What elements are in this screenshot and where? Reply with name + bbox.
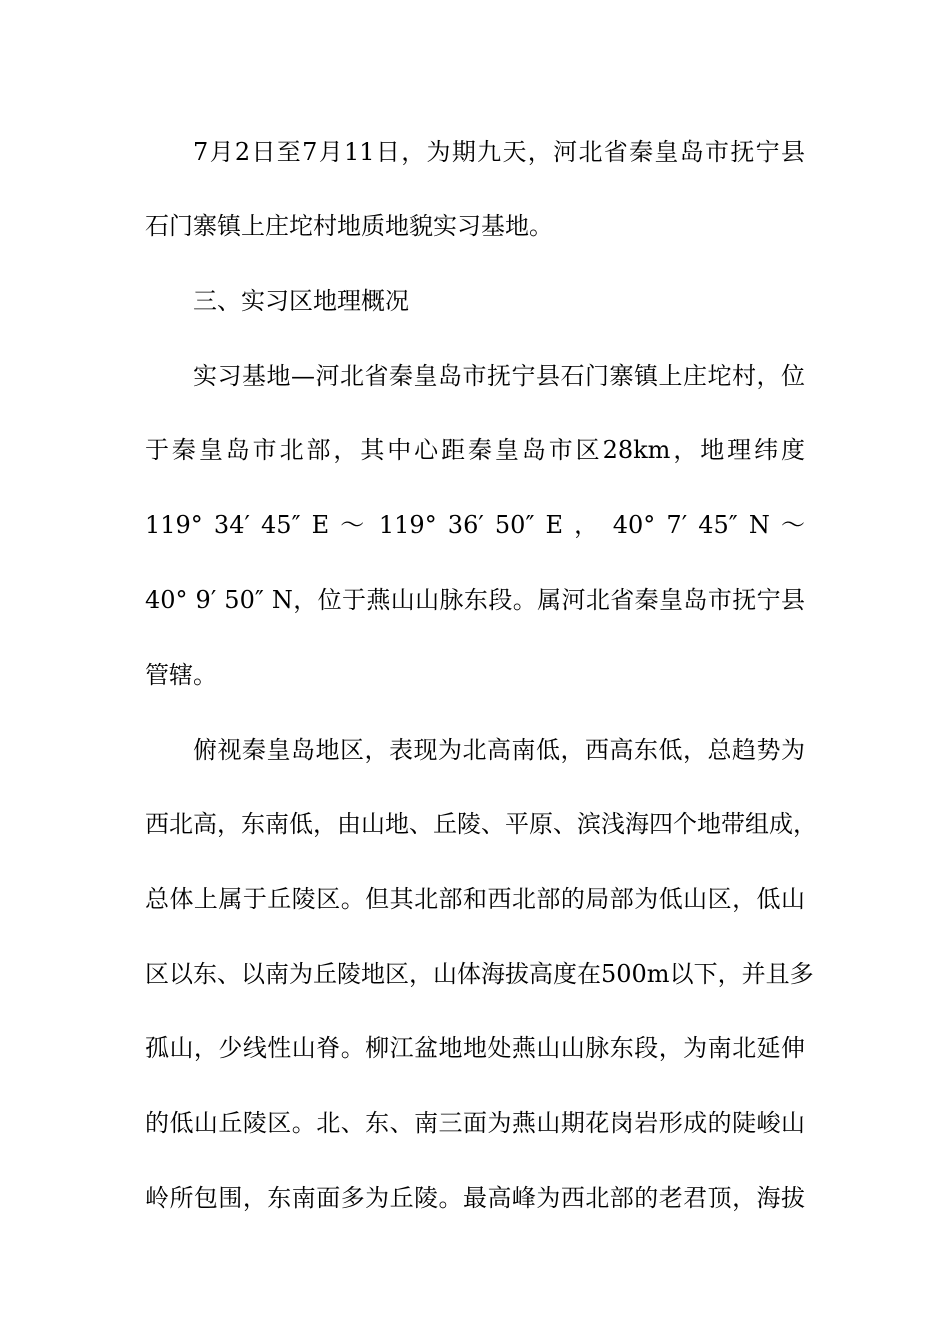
paragraph-3-line-5: 孤山，少线性山脊。柳江盆地地处燕山山脉东段，为南北延伸 [145,1034,805,1062]
paragraph-2-line-4: 40° 9′ 50″ N，位于燕山山脉东段。属河北省秦皇岛市抚宁县 [145,586,805,614]
paragraph-2-line-1: 实习基地—河北省秦皇岛市抚宁县石门寨镇上庄坨村，位 [193,362,805,390]
paragraph-3-line-4: 区以东、以南为丘陵地区，山体海拔高度在500m以下，并且多 [145,960,814,988]
paragraph-2-line-3: 119° 34′ 45″ E ～ 119° 36′ 50″ E ， 40° 7′ 45″ N ～ [145,511,805,539]
paragraph-3-line-2: 西北高，东南低，由山地、丘陵、平原、滨浅海四个地带组成， [145,810,817,838]
paragraph-3-line-3: 总体上属于丘陵区。但其北部和西北部的局部为低山区，低山 [145,885,805,913]
paragraph-2-line-2: 于秦皇岛市北部，其中心距秦皇岛市区28km，地理纬度 [145,436,805,464]
paragraph-2-line-5: 管辖。 [145,661,217,689]
section-heading: 三、实习区地理概况 [193,287,409,315]
paragraph-3-line-1: 俯视秦皇岛地区，表现为北高南低，西高东低，总趋势为 [193,736,805,764]
paragraph-3-line-6: 的低山丘陵区。北、东、南三面为燕山期花岗岩形成的陡峻山 [145,1109,805,1137]
paragraph-3-line-7: 岭所包围，东南面多为丘陵。最高峰为西北部的老君顶，海拔 [145,1184,805,1212]
paragraph-1-line-1: 7月2日至7月11日，为期九天，河北省秦皇岛市抚宁县 [193,138,805,166]
paragraph-1-line-2: 石门寨镇上庄坨村地质地貌实习基地。 [145,212,553,240]
